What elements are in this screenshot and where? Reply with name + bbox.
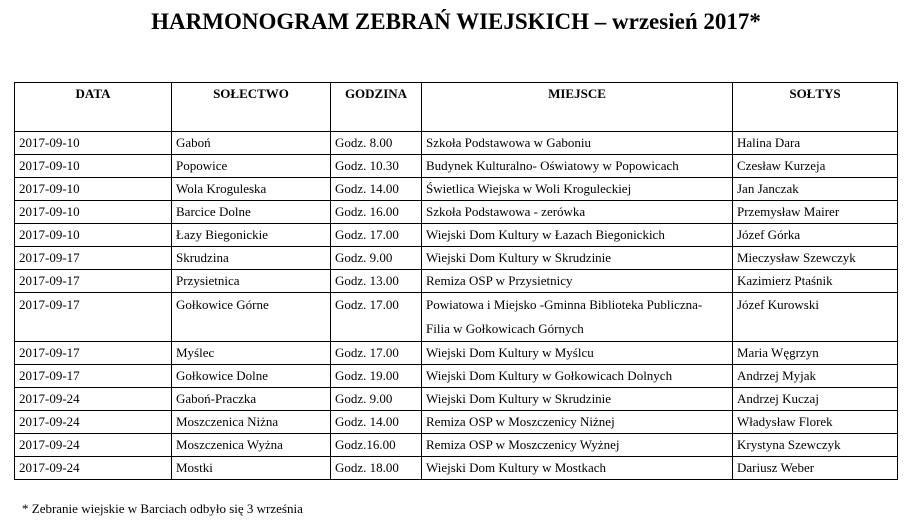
cell-place: Wiejski Dom Kultury w Skrudzinie — [422, 388, 733, 411]
cell-place: Wiejski Dom Kultury w Mostkach — [422, 457, 733, 480]
header-village-head: SOŁTYS — [733, 83, 898, 132]
cell-date: 2017-09-24 — [15, 457, 172, 480]
cell-place: Wiejski Dom Kultury w Myślcu — [422, 342, 733, 365]
cell-date: 2017-09-10 — [15, 132, 172, 155]
cell-place: Remiza OSP w Przysietnicy — [422, 270, 733, 293]
cell-village-head: Przemysław Mairer — [733, 201, 898, 224]
cell-village-head: Andrzej Myjak — [733, 365, 898, 388]
cell-date: 2017-09-24 — [15, 411, 172, 434]
cell-village: Mostki — [172, 457, 331, 480]
cell-time: Godz. 18.00 — [331, 457, 422, 480]
meeting-schedule-table — [14, 82, 898, 480]
cell-place: Remiza OSP w Moszczenicy Niżnej — [422, 411, 733, 434]
cell-date: 2017-09-10 — [15, 201, 172, 224]
cell-village: Popowice — [172, 155, 331, 178]
cell-village: Przysietnica — [172, 270, 331, 293]
cell-village: Gołkowice Dolne — [172, 365, 331, 388]
cell-time: Godz. 9.00 — [331, 247, 422, 270]
cell-place — [422, 293, 733, 342]
cell-place: Szkoła Podstawowa - zerówka — [422, 201, 733, 224]
cell-village-head: Dariusz Weber — [733, 457, 898, 480]
table-row — [15, 342, 898, 365]
cell-date: 2017-09-10 — [15, 224, 172, 247]
cell-village-head: Krystyna Szewczyk — [733, 434, 898, 457]
table-row — [15, 155, 898, 178]
table-row — [15, 247, 898, 270]
table-row — [15, 365, 898, 388]
cell-time: Godz. 17.00 — [331, 293, 422, 342]
footnote: * Zebranie wiejskie w Barciach odbyło się 3 września — [22, 501, 303, 516]
cell-time: Godz. 10.30 — [331, 155, 422, 178]
cell-date: 2017-09-17 — [15, 342, 172, 365]
cell-village-head: Halina Dara — [733, 132, 898, 155]
cell-village-head: Kazimierz Ptaśnik — [733, 270, 898, 293]
cell-date: 2017-09-10 — [15, 178, 172, 201]
cell-date: 2017-09-24 — [15, 388, 172, 411]
table-row — [15, 178, 898, 201]
cell-village-head: Józef Górka — [733, 224, 898, 247]
cell-village: Moszczenica Niżna — [172, 411, 331, 434]
cell-village: Gaboń-Praczka — [172, 388, 331, 411]
cell-village-head: Władysław Florek — [733, 411, 898, 434]
table-row — [15, 293, 898, 342]
table-row — [15, 270, 898, 293]
cell-place-text: Powiatowa i Miejsko -Gminna Biblioteka Publiczna- Filia w Gołkowicach Górnych — [426, 297, 703, 336]
cell-time: Godz. 14.00 — [331, 411, 422, 434]
cell-village: Łazy Biegonickie — [172, 224, 331, 247]
cell-place: Remiza OSP w Moszczenicy Wyżnej — [422, 434, 733, 457]
cell-village-head: Maria Węgrzyn — [733, 342, 898, 365]
table-row — [15, 132, 898, 155]
cell-village-head: Jan Janczak — [733, 178, 898, 201]
cell-village-head: Józef Kurowski — [733, 293, 898, 342]
cell-village: Gołkowice Górne — [172, 293, 331, 342]
header-place: MIEJSCE — [422, 83, 733, 132]
cell-date: 2017-09-17 — [15, 365, 172, 388]
cell-time: Godz. 17.00 — [331, 224, 422, 247]
cell-place: Wiejski Dom Kultury w Łazach Biegonickich — [422, 224, 733, 247]
cell-village: Skrudzina — [172, 247, 331, 270]
cell-time: Godz. 17.00 — [331, 342, 422, 365]
cell-village-head: Czesław Kurzeja — [733, 155, 898, 178]
document-title: HARMONOGRAM ZEBRAŃ WIEJSKICH – wrzesień 2017* — [151, 9, 761, 34]
table-row — [15, 411, 898, 434]
cell-date: 2017-09-10 — [15, 155, 172, 178]
cell-date: 2017-09-17 — [15, 247, 172, 270]
cell-place: Wiejski Dom Kultury w Gołkowicach Dolnych — [422, 365, 733, 388]
table-row — [15, 201, 898, 224]
cell-village: Moszczenica Wyżna — [172, 434, 331, 457]
header-time: GODZINA — [331, 83, 422, 132]
cell-village-head: Mieczysław Szewczyk — [733, 247, 898, 270]
cell-place: Wiejski Dom Kultury w Skrudzinie — [422, 247, 733, 270]
cell-place: Budynek Kulturalno- Oświatowy w Popowicach — [422, 155, 733, 178]
cell-time: Godz. 16.00 — [331, 201, 422, 224]
cell-time: Godz.16.00 — [331, 434, 422, 457]
cell-date: 2017-09-24 — [15, 434, 172, 457]
cell-village-head: Andrzej Kuczaj — [733, 388, 898, 411]
cell-date: 2017-09-17 — [15, 293, 172, 342]
cell-time: Godz. 19.00 — [331, 365, 422, 388]
cell-village: Barcice Dolne — [172, 201, 331, 224]
cell-village: Wola Kroguleska — [172, 178, 331, 201]
table-row — [15, 457, 898, 480]
cell-village: Gaboń — [172, 132, 331, 155]
cell-time: Godz. 8.00 — [331, 132, 422, 155]
cell-time: Godz. 14.00 — [331, 178, 422, 201]
table-row — [15, 388, 898, 411]
table-row — [15, 224, 898, 247]
cell-place: Szkoła Podstawowa w Gaboniu — [422, 132, 733, 155]
header-date: DATA — [15, 83, 172, 132]
cell-village: Myślec — [172, 342, 331, 365]
table-row — [15, 434, 898, 457]
cell-time: Godz. 13.00 — [331, 270, 422, 293]
cell-place: Świetlica Wiejska w Woli Kroguleckiej — [422, 178, 733, 201]
table-header-row — [15, 83, 898, 132]
cell-time: Godz. 9.00 — [331, 388, 422, 411]
cell-date: 2017-09-17 — [15, 270, 172, 293]
header-village: SOŁECTWO — [172, 83, 331, 132]
